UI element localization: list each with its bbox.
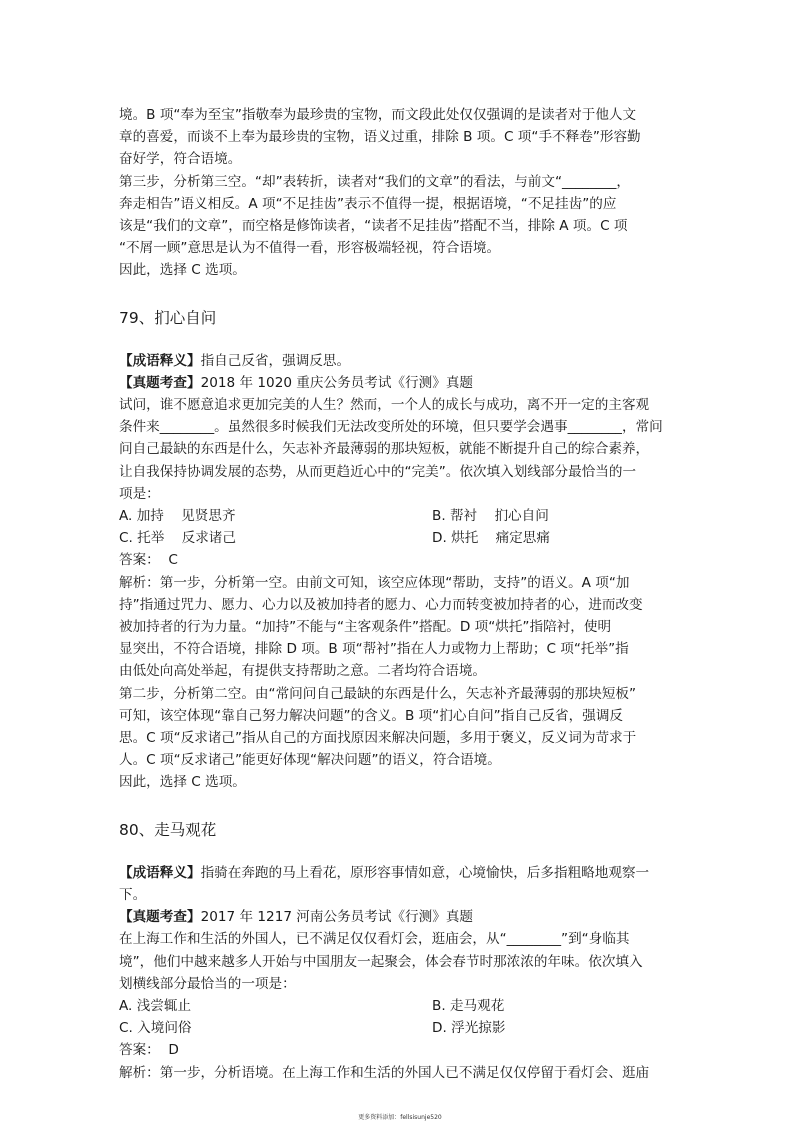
document-page: [119, 104, 685, 1084]
q79-option-a: A. 加持 见贤思齐: [119, 508, 236, 525]
page-footer: 更多资料添加：fellsisunje520: [358, 1114, 442, 1121]
text-line: 可知，该空体现“靠自己努力解决问题”的含义。B 项“扪心自问”指自己反省，强调反: [119, 707, 624, 724]
definition-label: 【成语释义】: [119, 352, 201, 369]
definition-text: 指自己反省，强调反思。: [200, 352, 351, 369]
q79-option-d: D. 烘托 痛定思痛: [432, 530, 550, 547]
q79-option-c: C. 托举 反求诸己: [119, 530, 236, 547]
exam-label: 【真题考查】: [119, 909, 201, 926]
text-line: 项是：: [119, 485, 160, 502]
text-line: 条件来________。虽然很多时候我们无法改变所处的环境，但只要学会遇事________，常问: [119, 419, 663, 436]
exam-label: 【真题考查】: [119, 374, 201, 391]
text-line: 奋好学，符合语境。: [119, 151, 242, 168]
q79-definition: [119, 350, 685, 372]
q80-option-c: C. 入境问俗: [119, 1020, 192, 1037]
definition-text: 指骑在奔跑的马上看花，原形容事情如意，心境愉快，后多指粗略地观察一: [200, 864, 650, 881]
text-line: 让自我保持协调发展的态势，从而更趋近心中的“完美”。依次填入划线部分最恰当的一: [119, 463, 637, 480]
q80-option-a: A. 浅尝辄止: [119, 997, 192, 1014]
text-line: 境。B 项“奉为至宝”指敬奉为最珍贵的宝物，而文段此处仅仅强调的是读者对于他人文: [119, 107, 637, 123]
q80-analysis: [119, 1062, 685, 1084]
text-line: 境”，他们中越来越多人开始与中国朋友一起聚会，体会春节时那浓浓的年味。依次填入: [119, 953, 643, 970]
text-line: 在上海工作和生活的外国人，已不满足仅仅看灯会，逛庙会，从“________”到“身临其: [119, 931, 630, 948]
definition-label: 【成语释义】: [119, 864, 201, 881]
q80-options: [119, 995, 685, 1039]
text-line: 被加持者的行为力量。“加持”不能与“主客观条件”搭配。D 项“烘托”指陪衬，使明: [119, 619, 612, 636]
q80-option-d: D. 浮光掠影: [432, 1020, 506, 1037]
text-line: 章的喜爱，而谈不上奉为最珍贵的宝物，语义过重，排除 B 项。C 项“手不释卷”形容勤: [119, 129, 641, 146]
text-line: 因此，选择 C 选项。: [119, 262, 246, 279]
text-line: 问自己最缺的东西是什么，矢志补齐最薄弱的那块短板，就能不断提升自己的综合素养，: [119, 441, 650, 458]
q80-answer: 答案： D: [119, 1042, 179, 1059]
q79-option-b: B. 帮衬 扪心自问: [432, 508, 549, 525]
text-line: 解析：第一步，分析语境。在上海工作和生活的外国人已不满足仅仅停留于看灯会、逛庙: [119, 1064, 650, 1081]
q79-exam-source: [119, 372, 685, 394]
q79-analysis: [119, 572, 685, 794]
exam-text: 2018 年 1020 重庆公务员考试《行测》真题: [200, 374, 474, 391]
q80-exam-source: [119, 906, 685, 928]
text-line: 第三步，分析第三空。“却”表转折，读者对“我们的文章”的看法，与前文“________，: [119, 173, 630, 190]
text-line: 奔走相告”语义相反。A 项“不足挂齿”表示不值得一提，根据语境，“不足挂齿”的应: [119, 195, 617, 212]
q79-answer: 答案： C: [119, 552, 178, 569]
text-line: “不屑一顾”意思是认为不值得一看，形容极端轻视，符合语境。: [119, 240, 501, 257]
text-line: 划横线部分最恰当的一项是：: [119, 975, 296, 992]
q79-heading: 79、扪心自问: [119, 308, 217, 327]
q79-question: [119, 394, 685, 505]
text-line: 思。C 项“反求诸己”指从自己的方面找原因来解决问题，多用于褒义，反义词为苛求于: [119, 730, 637, 747]
text-line: 显突出，不符合语境，排除 D 项。B 项“帮衬”指在人力或物力上帮助；C 项“托举”指: [119, 641, 629, 658]
q79-options: [119, 505, 685, 549]
q80-option-b: B. 走马观花: [432, 997, 505, 1014]
q80-definition: [119, 862, 685, 884]
text-line: 第二步，分析第二空。由“常问问自己最缺的东西是什么，矢志补齐最薄弱的那块短板”: [119, 685, 637, 702]
text-line: 试问，谁不愿意追求更加完美的人生？然而，一个人的成长与成功，离不开一定的主客观: [119, 397, 650, 414]
q80-question: [119, 928, 685, 995]
q80-definition-cont: 下。: [119, 886, 147, 903]
text-line: 因此，选择 C 选项。: [119, 774, 246, 791]
q80-heading: 80、走马观花: [119, 820, 217, 839]
text-line: 解析：第一步，分析第一空。由前文可知，该空应体现“帮助，支持”的语义。A 项“加: [119, 574, 630, 591]
previous-analysis-continuation: [119, 104, 685, 282]
text-line: 该是“我们的文章”，而空格是修饰读者，“读者不足挂齿”搭配不当，排除 A 项。C 项: [119, 218, 628, 235]
text-line: 持”指通过咒力、愿力、心力以及被加持者的愿力、心力而转变被加持者的心，进而改变: [119, 596, 643, 613]
text-line: 由低处向高处举起，有提供支持帮助之意。二者均符合语境。: [119, 663, 487, 680]
exam-text: 2017 年 1217 河南公务员考试《行测》真题: [200, 909, 474, 926]
text-line: 人。C 项“反求诸己”能更好体现“解决问题”的语义，符合语境。: [119, 752, 501, 769]
